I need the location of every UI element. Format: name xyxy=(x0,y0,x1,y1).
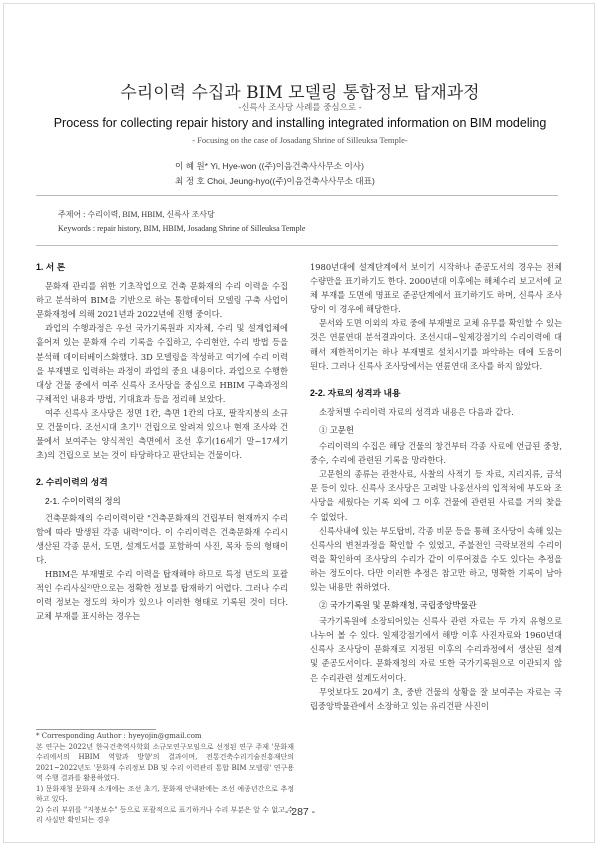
paper-title-english: Process for collecting repair history and installing integrated information on BIM modeling xyxy=(53,116,547,130)
section-heading: 2. 수리이력의 성격 xyxy=(36,477,108,488)
paragraph: 소장처별 수리이력 자료의 성격과 내용은 다음과 같다. xyxy=(319,406,514,417)
paragraph: 문서와 도면 이외의 자료 중에 부재별로 교체 유무를 확인할 수 있는 것은 연륜연대 분석결과이다. 조선시대~일제강점기의 수리이력에 대해서 제한적이기는 하나 부재별로 설치시기를 파악하는 데에 도움이 된다. 그러나 신륵사 조사당에서는 연륜연대 조사를 하지 않았다. xyxy=(310,318,562,371)
footnote: 본 연구는 2022년 한국건축역사학회 소규모연구모임으로 선정된 연구 주제 '문화재수리에서의 HBIM 역할과 방향'의 결과이며, 전통건축수리기술진흥재단의 2021~2022년도 '문화재 수리정보 DB 및 수리 이력관리 통합 BIM 모델링' 연구용역 수행 결과를 활용하였다. xyxy=(36,742,294,782)
paragraph: 건축문화재의 수리이력이란 "건축문화재의 건립부터 현재까지 수리함에 따라 발생된 각종 내력"이다. 이 수리이력은 건축문화재 수리시 생산된 각종 문서, 도면, 설계도서를 포함하여 사진, 목차 등의 형태이다. xyxy=(36,512,288,565)
paragraph: HBIM은 부재별로 수리 이력을 탑재해야 하므로 특정 년도의 포괄적인 수리사실²⁾만으로는 정확한 정보를 탑재하기 어렵다. 그러나 수리이력 정보는 정도의 차이가 있으나 이러한 형태로 기록된 것이 더다. 교체 부재를 표시하는 경우는 xyxy=(36,568,288,622)
paragraph: 무엇보다도 20세기 초, 중반 건물의 상황을 잘 보여주는 자료는 국립중앙박물관에서 소장하고 있는 유리건판 사진이 xyxy=(310,686,562,711)
keywords-box xyxy=(36,195,558,246)
paragraph: 문화재 관리를 위한 기초작업으로 건축 문화재의 수리 이력을 수집하고 분석하여 BIM을 기반으로 하는 통합데이터 모델링 구축 사업이 문화재청에 의해 2021년과 2022년에 진행 중이다. xyxy=(36,281,288,320)
left-column xyxy=(36,260,288,623)
subsection-heading: ① 고문헌 xyxy=(319,424,354,435)
footnote: 1) 문화재청 문화재 소개에는 조선 초기, 문화재 안내판에는 조선 예종년간으로 추정하고 있다. xyxy=(36,784,294,803)
author-1: 이 혜 원* Yi, Hye-won ((주)이음건축사사무소 이사) xyxy=(175,161,364,171)
paragraph: 수리이력의 수집은 해당 건물의 창건부터 각종 사료에 언급된 중창, 중수, 수리에 관련된 기록을 망라한다. xyxy=(310,441,562,466)
page-number: - 287 - xyxy=(284,806,316,818)
paragraph: 고문헌의 종류는 관찬사료, 사찰의 사적기 등 자료, 지리지류, 금석문 등이 있다. 신륵사 조사당은 고려말 나옹선사의 입적처에 부도와 조사당을 세웠다는 기록 외에 그 이후 건물에 관련된 사료를 거의 찾을 수 없었다. xyxy=(310,469,562,522)
paragraph: 신륵사내에 있는 부도탑비, 각종 비문 등을 통해 조사당이 속해 있는 신륵사의 변천과정을 확인할 수 있었고, 주불전인 극락보전의 수리이력을 확인하여 조사당의 수리가 같이 이루어졌을 수도 있다는 추정을 하는 정도이다. 다만 이러한 추정은 참고만 하고, 명확한 기록이 남아 있는 내용만 취하였다. xyxy=(310,525,562,592)
paragraph: 과업의 수행과정은 우선 국가기록원과 지자체, 수리 및 설계업체에 흩어져 있는 문화재 수리 기록을 수집하고, 수리현안, 수리 방법 등을 분석해 데이터베이스화했다. 3D 모델링을 작성하고 여기에 수리 이력을 부재별로 입력하는 과정이 과업의 중요 내용이다. 과업으로 수행한 대상 건물 중에서 여주 신륵사 조사당을 중심으로 HBIM 구축과정의 구체적인 내용과 방법, 기대효과 등을 정리해 보았다. xyxy=(36,323,288,404)
section-heading: 1. 서 론 xyxy=(36,262,66,272)
paper-title-korean: 수리이력 수집과 BIM 모델링 통합정보 탑재과정 xyxy=(120,83,480,103)
right-column xyxy=(310,260,562,713)
footnote: 2) 수리 부위를 "지붕보수" 등으로 포괄적으로 표기하거나 수리 부분은 알 수 없고 수리 사실만 확인되는 경우 xyxy=(36,805,294,824)
keywords-english: Keywords : repair history, BIM, HBIM, Josadang Shrine of Silleuksa Temple xyxy=(58,224,306,233)
paper-subtitle-english: - Focusing on the case of Josadang Shrine of Silleuksa Temple- xyxy=(192,135,408,145)
author-2: 최 정 호 Choi, Jeung-hyo((주)이음건축사사무소 대표) xyxy=(175,176,375,186)
paragraph: 1980년대에 설계단계에서 보이기 시작하나 준공도서의 경우는 전체 수량만을 표기하기도 한다. 2000년대 이후에는 해체수리 보고서에 교체 부재를 도면에 명표로 준공단계에서 표기하기도 하며, 신륵사 조사당이 이 경우에 해당한다. xyxy=(310,262,562,315)
footnote: * Corresponding Author : hyeyojin@gmail.com xyxy=(36,732,202,740)
keywords-korean: 주제어 : 수리이력, BIM, HBIM, 신륵사 조사당 xyxy=(58,210,215,219)
subsection-heading: ② 국가기록원 및 문화재청, 국립중앙박물관 xyxy=(319,600,477,611)
paragraph: 여주 신륵사 조사당은 정면 1칸, 측면 1칸의 다포, 팔작지붕의 소규모 건물이다. 조선시대 초기¹⁾ 건립으로 알려져 있으나 현재 조사와 건물에서 보여주는 양식적인 측면에서 조선 후기(16세기 말~17세기 초)의 건립으로 보는 것이 타당하다고 판단되는 건물이다. xyxy=(36,407,288,461)
footnote-rule xyxy=(36,729,156,730)
paragraph: 국가기록원에 소장되어있는 신륵사 관련 자료는 두 가지 유형으로 나누어 볼 수 있다. 일제강점기에서 해방 이후 사진자료와 1960년대 신륵사 조사당이 문화재로 지정된 이후의 수리과정에서 생산된 설계 및 준공도서이다. 문화재청의 자료 또한 국가기록원으로 이관되지 않은 수리관련 설계도서이다. xyxy=(310,616,562,683)
section-heading: 2-2. 자료의 성격과 내용 xyxy=(310,387,401,398)
subsection-heading: 2-1. 수이이력의 정의 xyxy=(45,496,121,507)
paper-subtitle-korean: -신륵사 조사당 사례를 중심으로 - xyxy=(238,103,362,113)
